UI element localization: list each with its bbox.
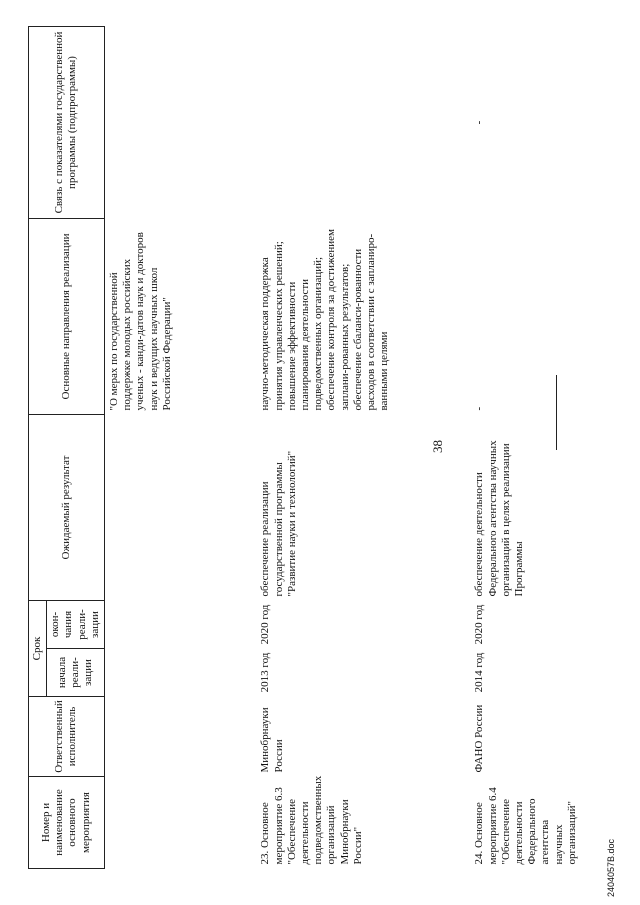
table-row: [256, 27, 470, 869]
header-number: Номер и наименование основного мероприятия: [29, 777, 105, 869]
header-executor: Ответственный исполнитель: [29, 697, 105, 777]
header-link: Связь с показателями государственной программы (подпрограммы): [29, 27, 105, 219]
cell-link: [104, 27, 256, 219]
page-number: 38: [430, 440, 445, 453]
cell-number: 24. Основное мероприятие 6.4 "Обеспечение деятельности Федерального агентства научных организаций": [473, 787, 578, 865]
header-end: окон- чания реали- зации: [47, 601, 105, 649]
cell-number: 23. Основное мероприятие 6.3 "Обеспечение деятельности подведомственных организаций Минобрнауки России": [259, 775, 364, 865]
cell-result: обеспечение деятельности Федерального агентства научных организаций в целях реализации Программы: [473, 440, 525, 597]
cell-start: [104, 649, 256, 697]
table-row: [104, 27, 256, 869]
footer-file-code: 2404057В.doc: [606, 838, 616, 897]
cell-start: 2013 год: [259, 652, 272, 693]
cell-executor: [104, 697, 256, 777]
cell-end: 2020 год: [259, 604, 272, 645]
cell-directions: -: [473, 406, 486, 411]
cell-end: [104, 601, 256, 649]
cell-link: [256, 27, 470, 219]
cell-directions: "О мерах по государственной поддержке молодых российских ученых - канди-датов наук и докторов наук и ведущих научных школ Российской Федерации": [107, 232, 173, 411]
cell-start: 2014 год: [473, 652, 486, 693]
header-result: Ожидаемый результат: [29, 415, 105, 601]
end-divider-line: [556, 375, 557, 450]
cell-directions: научно-методическая поддержка принятия управленческих решений; повышение эффективности планирования деятельности подведомственных организаций; обеспечение контроля за достижением заплани-рованных результатов; обеспечение сбаланси-рованности расходов в соответствии с запланиро-ванными целями: [259, 229, 391, 411]
cell-executor: ФАНО России: [473, 704, 486, 773]
header-term: Срок: [29, 601, 47, 697]
cell-number: [104, 777, 256, 869]
cell-result: обеспечение реализации государственной программы "Развитие науки и технологий": [259, 450, 298, 597]
cell-executor: Минобрнауки России: [259, 707, 285, 773]
header-start: начала реали- зации: [47, 649, 105, 697]
table-row: [470, 27, 582, 869]
program-activities-table: [28, 26, 582, 869]
cell-end: 2020 год: [473, 604, 486, 645]
cell-link: -: [473, 120, 486, 125]
cell-result: [104, 415, 256, 601]
table-header: [29, 27, 105, 869]
header-directions: Основные направления реализации: [29, 219, 105, 415]
